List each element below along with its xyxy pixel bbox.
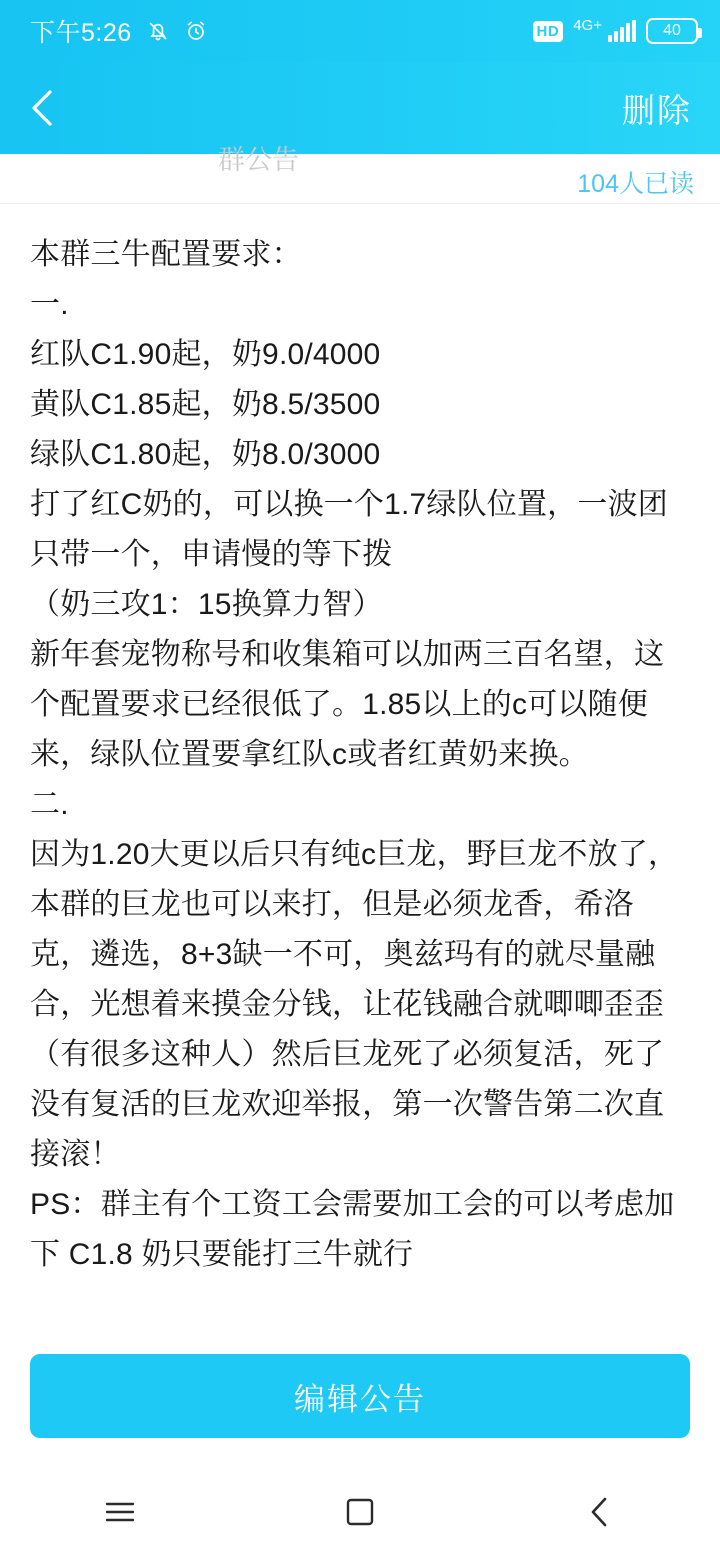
announcement-line: 打了红C奶的，可以换一个1.7绿队位置，一波团只带一个，申请慢的等下拨 [30, 488, 668, 571]
announcement-line: 黄队C1.85起，奶8.5/3500 [30, 388, 381, 421]
announcement-body [0, 204, 720, 1324]
home-square-icon [343, 1495, 377, 1529]
announcement-line: 因为1.20大更以后只有纯c巨龙，野巨龙不放了，本群的巨龙也可以来打，但是必须龙香，希洛克，遴选，8+3缺一不可，奥兹玛有的就尽量融合，光想着来摸金分钱，让花钱融合就唧唧歪歪（有很多这种人）然后巨龙死了必须复活，死了没有复活的巨龙欢迎举报，第一次警告第二次直接滚！ [30, 838, 679, 1171]
battery-icon [646, 18, 698, 44]
system-nav-bar [0, 1464, 720, 1560]
app-bar [0, 62, 720, 154]
chevron-left-icon [587, 1494, 613, 1530]
menu-icon [103, 1499, 137, 1525]
announcement-line: 绿队C1.80起，奶8.0/3000 [30, 438, 381, 471]
status-bar [0, 0, 720, 62]
back-button[interactable] [26, 85, 72, 131]
signal-icon [608, 20, 636, 42]
notice-header-strip [0, 145, 720, 204]
delete-button[interactable]: 删除 [622, 91, 692, 129]
announcement-line: PS：群主有个工资工会需要加工会的可以考虑加下 C1.8 奶只要能打三牛就行 [30, 1188, 675, 1271]
status-time: 下午5:26 [30, 19, 132, 47]
announcement-line: 一. [30, 288, 69, 321]
read-count-label: 104人已读 [577, 170, 694, 198]
nav-recents-button[interactable] [65, 1477, 175, 1547]
nav-home-button[interactable] [305, 1477, 415, 1547]
edit-button-container [0, 1324, 720, 1464]
notice-content [0, 145, 720, 1464]
hd-icon: HD [533, 21, 564, 42]
announcement-line: 本群三牛配置要求： [30, 238, 302, 271]
status-bar-left [30, 13, 208, 49]
network-type-label: 4G+ [573, 16, 602, 34]
status-bar-right [533, 18, 698, 44]
bell-off-icon [146, 19, 170, 43]
alarm-icon [184, 19, 208, 43]
battery-level-label: 40 [663, 22, 681, 39]
nav-back-button[interactable] [545, 1477, 655, 1547]
notice-title-clipped: 群公告 [218, 145, 299, 175]
announcement-line: 红队C1.90起，奶9.0/4000 [30, 338, 381, 371]
announcement-line: 新年套宠物称号和收集箱可以加两三百名望，这个配置要求已经很低了。1.85以上的c可以随便来，绿队位置要拿红队c或者红黄奶来换。 [30, 638, 665, 771]
announcement-line: （奶三攻1：15换算力智） [30, 588, 383, 621]
chevron-left-icon [26, 85, 60, 131]
announcement-line: 二. [30, 788, 69, 821]
edit-announcement-button[interactable]: 编辑公告 [30, 1354, 690, 1438]
